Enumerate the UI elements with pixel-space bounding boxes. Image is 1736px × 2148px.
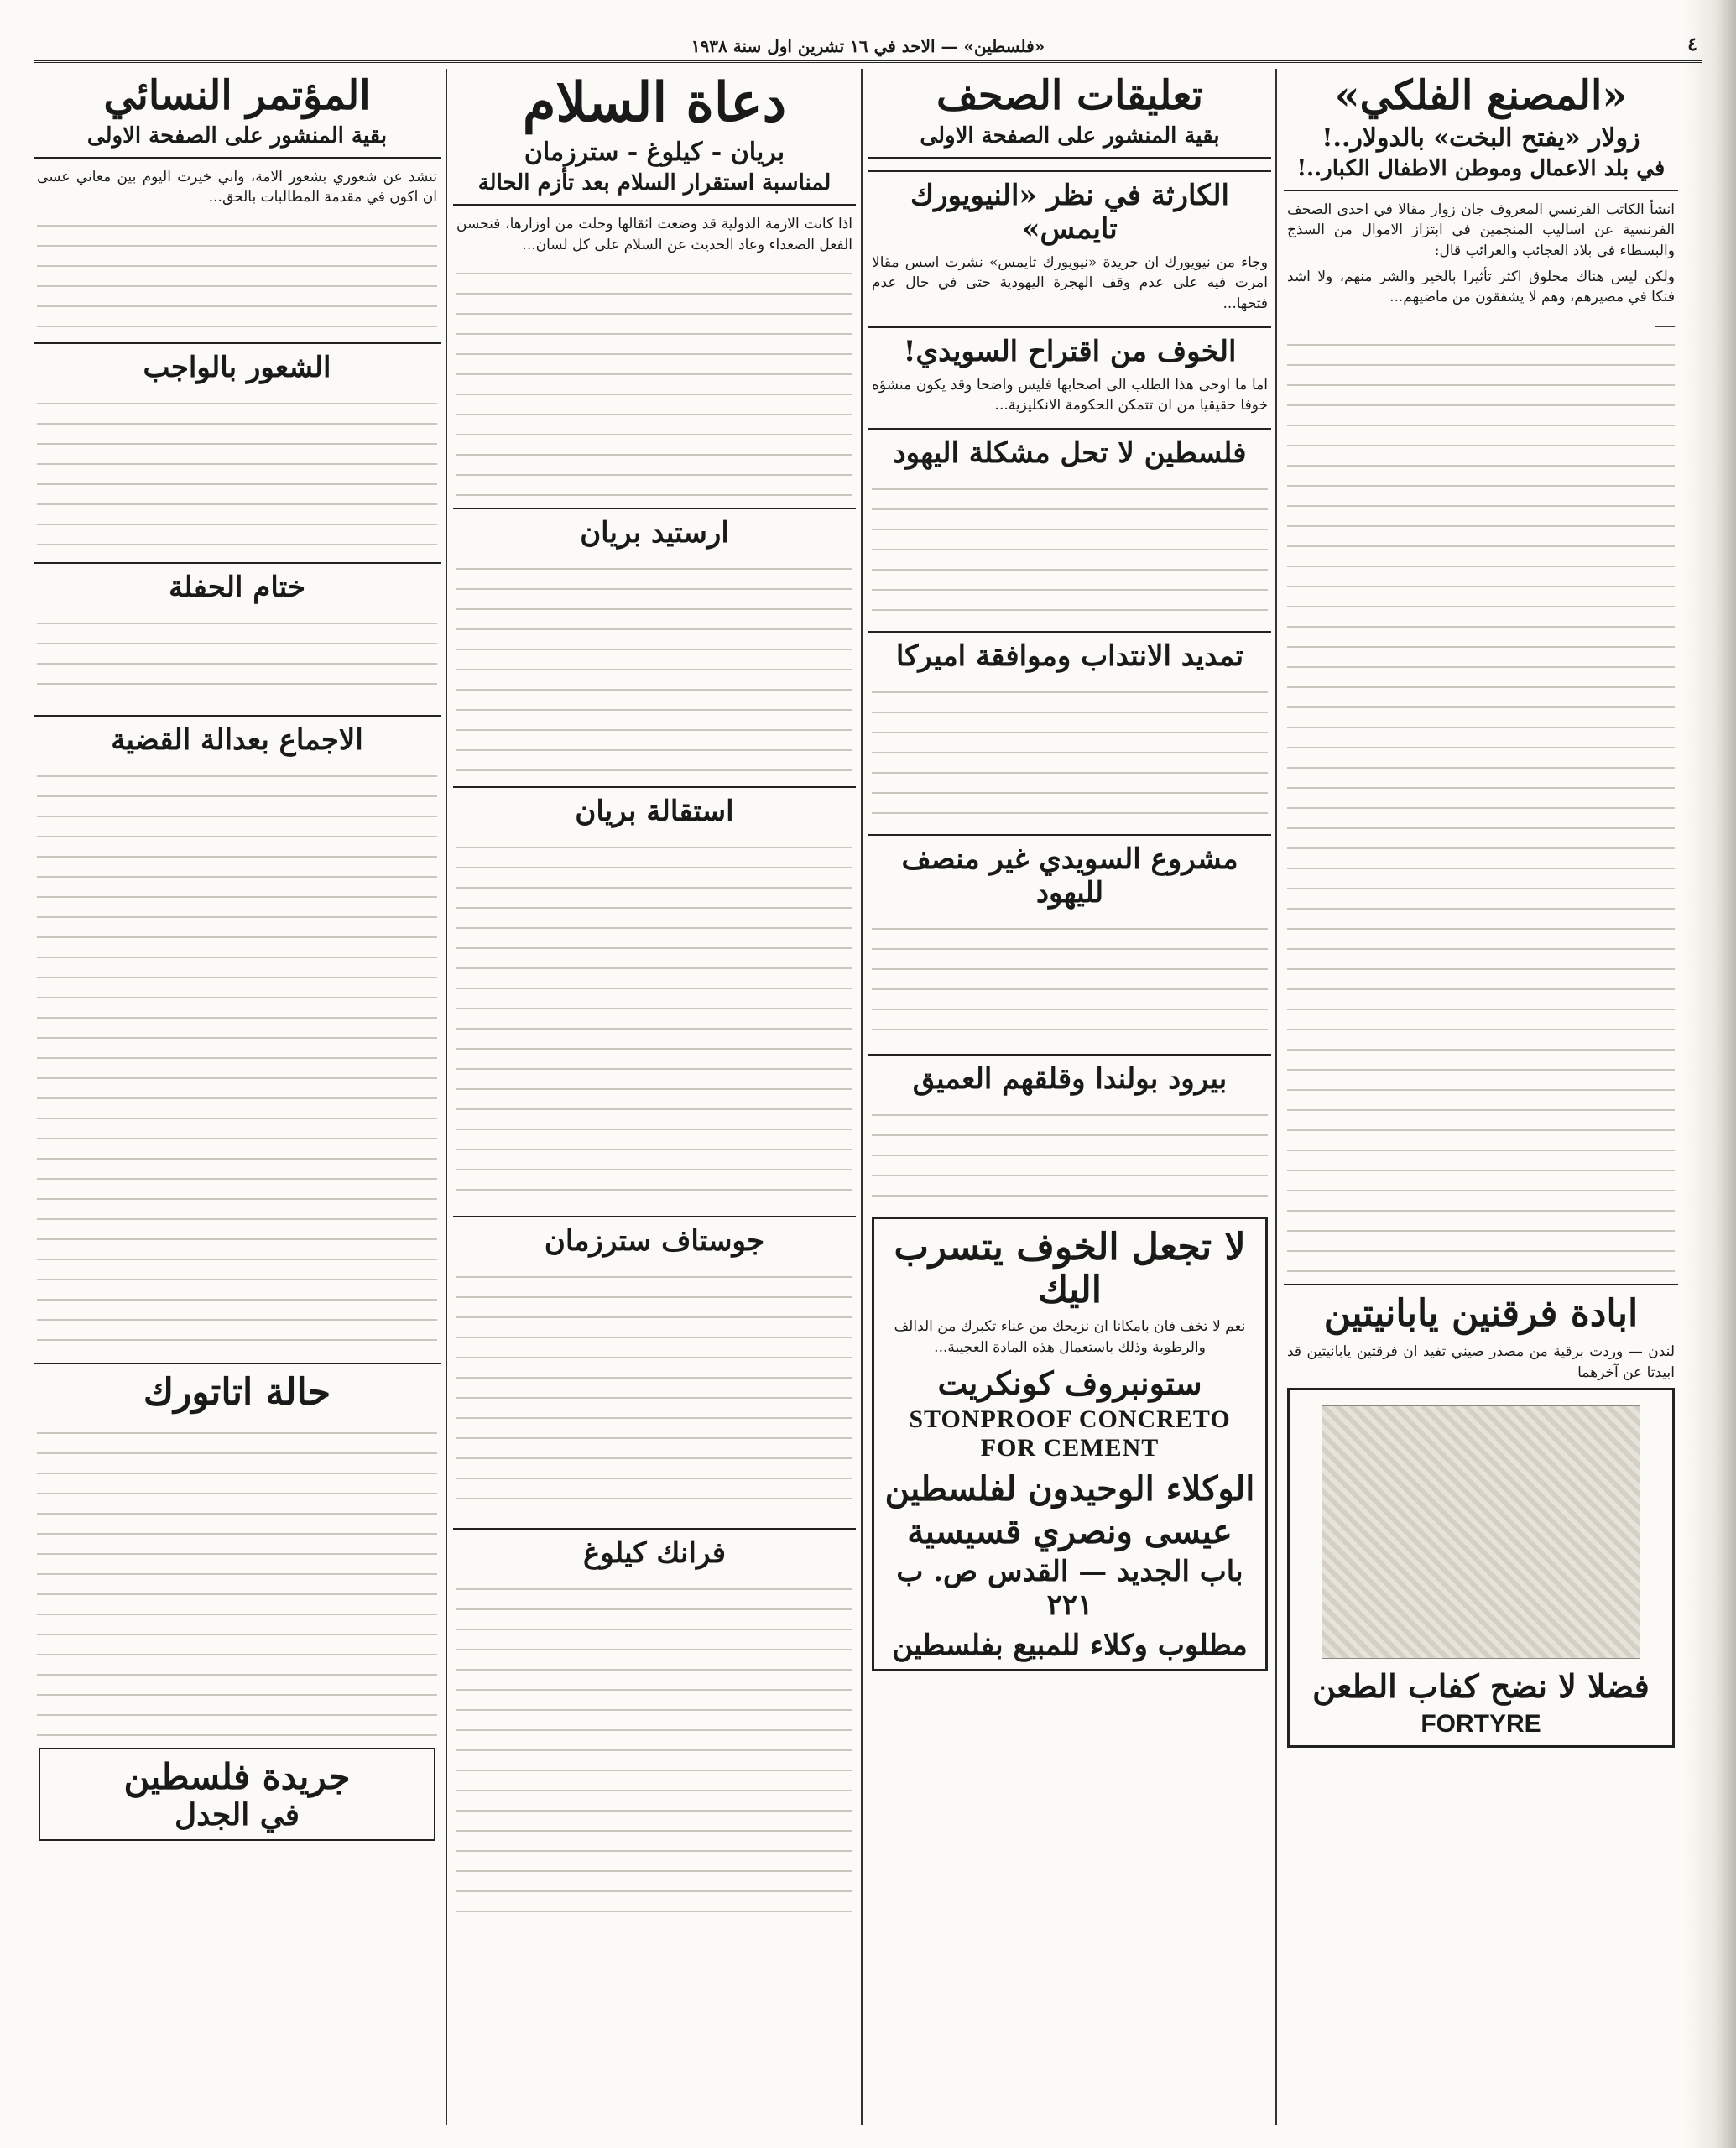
tyre-advertisement bbox=[1287, 1388, 1675, 1748]
tyre-brand: FORTYRE bbox=[1421, 1710, 1541, 1739]
headline-japanese-divisions: ابادة فرقنين يابانيتين bbox=[1284, 1284, 1678, 1335]
column-rule bbox=[861, 69, 863, 2125]
stonproof-advertisement bbox=[872, 1217, 1268, 1671]
subheadline-land: في بلد الاعمال وموطن الاطفال الكبار..! bbox=[1296, 155, 1666, 181]
section-ataturk: حالة اتاتورك bbox=[34, 1363, 441, 1414]
article-body-texture bbox=[37, 764, 437, 1351]
column-peace-advocates bbox=[453, 69, 856, 2125]
article-text: ولكن ليس هناك مخلوق اكثر تأثيرا بالخير والشر منهم، ولا اشد فتكا في مصيرهم، وهم لا يشفقون من ماضيهم... bbox=[1287, 268, 1675, 306]
subheadline-names: بريان - كيلوغ - سترزمان bbox=[524, 138, 785, 168]
headline-peace-advocates: دعاة السلام bbox=[522, 71, 787, 134]
section-briand-resignation: استقالة بريان bbox=[453, 786, 856, 828]
section-swedish-proposal: الخوف من اقتراح السويدي! bbox=[868, 326, 1271, 368]
column-press-comments bbox=[868, 69, 1271, 2125]
article-body-texture bbox=[37, 611, 437, 703]
article-body-texture bbox=[456, 1577, 852, 1912]
columns bbox=[34, 69, 1678, 2125]
section-sense-of-duty: الشعور بالواجب bbox=[34, 342, 441, 384]
column-womens-congress bbox=[34, 69, 441, 2125]
section-swedish-project: مشروع السويدي غير منصف لليهود bbox=[868, 834, 1271, 910]
ad-brand-arabic: ستونبروف كونكريت bbox=[937, 1364, 1202, 1403]
article-text: اما ما اوحى هذا الطلب الى اصحابها فليس واضحا وقد يكون منشؤه خوفا حقيقيا من ان تتمكن الحكومة الانكليزية... bbox=[872, 376, 1268, 414]
section-consensus: الاجماع بعدالة القضية bbox=[34, 715, 441, 757]
article-body-texture bbox=[456, 261, 852, 496]
page-number: ٤ bbox=[1687, 34, 1697, 55]
filastin-logo bbox=[39, 1748, 435, 1841]
torn-edge bbox=[1686, 0, 1736, 2148]
logo-title: جريدة فلسطين bbox=[123, 1756, 351, 1798]
ad-footer: مطلوب وكلاء للمبيع بفلسطين bbox=[892, 1629, 1248, 1663]
article-body-texture bbox=[456, 835, 852, 1204]
article-body-texture bbox=[872, 916, 1268, 1042]
section-kellogg: فرانك كيلوغ bbox=[453, 1528, 856, 1570]
headline-womens-congress: المؤتمر النسائي bbox=[103, 72, 371, 119]
ad-address: باب الجديد — القدس ص. ب ٢٢١ bbox=[896, 1555, 1243, 1623]
advertisement-illustration bbox=[1322, 1405, 1640, 1659]
logo-subtitle: في الجدل bbox=[174, 1797, 300, 1833]
date-line: «فلسطين» — الاحد في ١٦ تشرين اول سنة ١٩٣٨ bbox=[691, 36, 1045, 56]
section-palestine-jews: فلسطين لا تحل مشكلة اليهود bbox=[868, 428, 1271, 470]
ad-title: لا تجعل الخوف يتسرب اليك bbox=[894, 1226, 1246, 1311]
subheadline-occasion: لمناسبة استقرار السلام بعد تأزم الحالة bbox=[477, 170, 832, 196]
article-text: اذا كانت الازمة الدولية قد وضعت اثقالها وحلت من اوزارها، فنحسن الفعل الصعداء وعاد الحديث عن السلام على كل لسان... bbox=[456, 216, 852, 254]
ad-agents: الوكلاء الوحيدون لفلسطين bbox=[884, 1469, 1255, 1509]
tyre-ad-caption: فضلا لا نضح كفاب الطعن bbox=[1312, 1667, 1650, 1706]
subheadline-zolar: زولار «يفتح البخت» بالدولار..! bbox=[1322, 123, 1640, 153]
article-body-texture bbox=[456, 1264, 852, 1516]
article-text: وجاء من نيويورك ان جريدة «نيويورك تايمس» نشرت اسس مقالا امرت فيه على عدم وقف الهجرة اليهودية حتى في حال عدم فتحها... bbox=[872, 253, 1268, 313]
section-mandate-extension: تمديد الانتداب وموافقة اميركا bbox=[868, 631, 1271, 673]
article-body-texture bbox=[872, 477, 1268, 619]
article-body-texture bbox=[37, 1421, 437, 1739]
divider bbox=[453, 204, 856, 206]
column-astrology bbox=[1284, 69, 1678, 2125]
article-body-texture bbox=[37, 391, 437, 550]
headline-astrology: «المصنع الفلكي» bbox=[1334, 72, 1628, 119]
divider bbox=[868, 157, 1271, 159]
column-rule bbox=[446, 69, 447, 2125]
article-text: تنشد عن شعوري بشعور الامة، واني خيرت اليوم بين معاني عسى ان اكون في مقدمة المطالبات بالحق... bbox=[37, 168, 437, 206]
article-text-continued: ـــــ bbox=[1655, 315, 1675, 331]
section-poland: بيرود بولندا وقلقهم العميق bbox=[868, 1054, 1271, 1096]
subheadline-continued: بقية المنشور على الصفحة الاولى bbox=[920, 123, 1220, 149]
divider bbox=[1284, 190, 1678, 191]
divider bbox=[34, 157, 441, 159]
article-body-texture bbox=[37, 213, 437, 331]
section-stresemann: جوستاف سترزمان bbox=[453, 1216, 856, 1258]
headline-press-comments: تعليقات الصحف bbox=[936, 72, 1203, 119]
news-brief: لندن — وردت برقية من مصدر صيني تفيد ان فرقتين يابانيتين قد ابيدتا عن آخرهما bbox=[1287, 1343, 1675, 1381]
section-closing: ختام الحفلة bbox=[34, 562, 441, 604]
column-rule bbox=[1275, 69, 1277, 2125]
ad-brand-english: STONPROOF CONCRETO FOR CEMENT bbox=[909, 1405, 1231, 1462]
section-briand: ارستيد بريان bbox=[453, 508, 856, 550]
subheadline-continued: بقية المنشور على الصفحة الاولى bbox=[86, 123, 388, 149]
article-body-texture bbox=[1287, 332, 1675, 1272]
ad-agent-name: عيسى ونصري قسيسية bbox=[907, 1512, 1233, 1552]
article-body-texture bbox=[456, 556, 852, 774]
article-body-texture bbox=[872, 680, 1268, 822]
masthead-line bbox=[34, 32, 1702, 63]
article-body-texture bbox=[872, 1103, 1268, 1212]
section-nyt: الكارثة في نظر «النيويورك تايمس» bbox=[868, 170, 1271, 246]
article-text: انشأ الكاتب الفرنسي المعروف جان زوار مقالا في احدى الصحف الفرنسية عن اساليب المنجمين في ابتزاز الاموال من السذج والبسطاء في بلاد العجائب والغرائب قال: bbox=[1287, 201, 1675, 260]
ad-text: نعم لا تخف فان بامكانا ان نزيحك من عناء تكبرك من الدالف والرطوبة وذلك باستعمال هذه المادة العجيبة... bbox=[894, 1318, 1246, 1356]
